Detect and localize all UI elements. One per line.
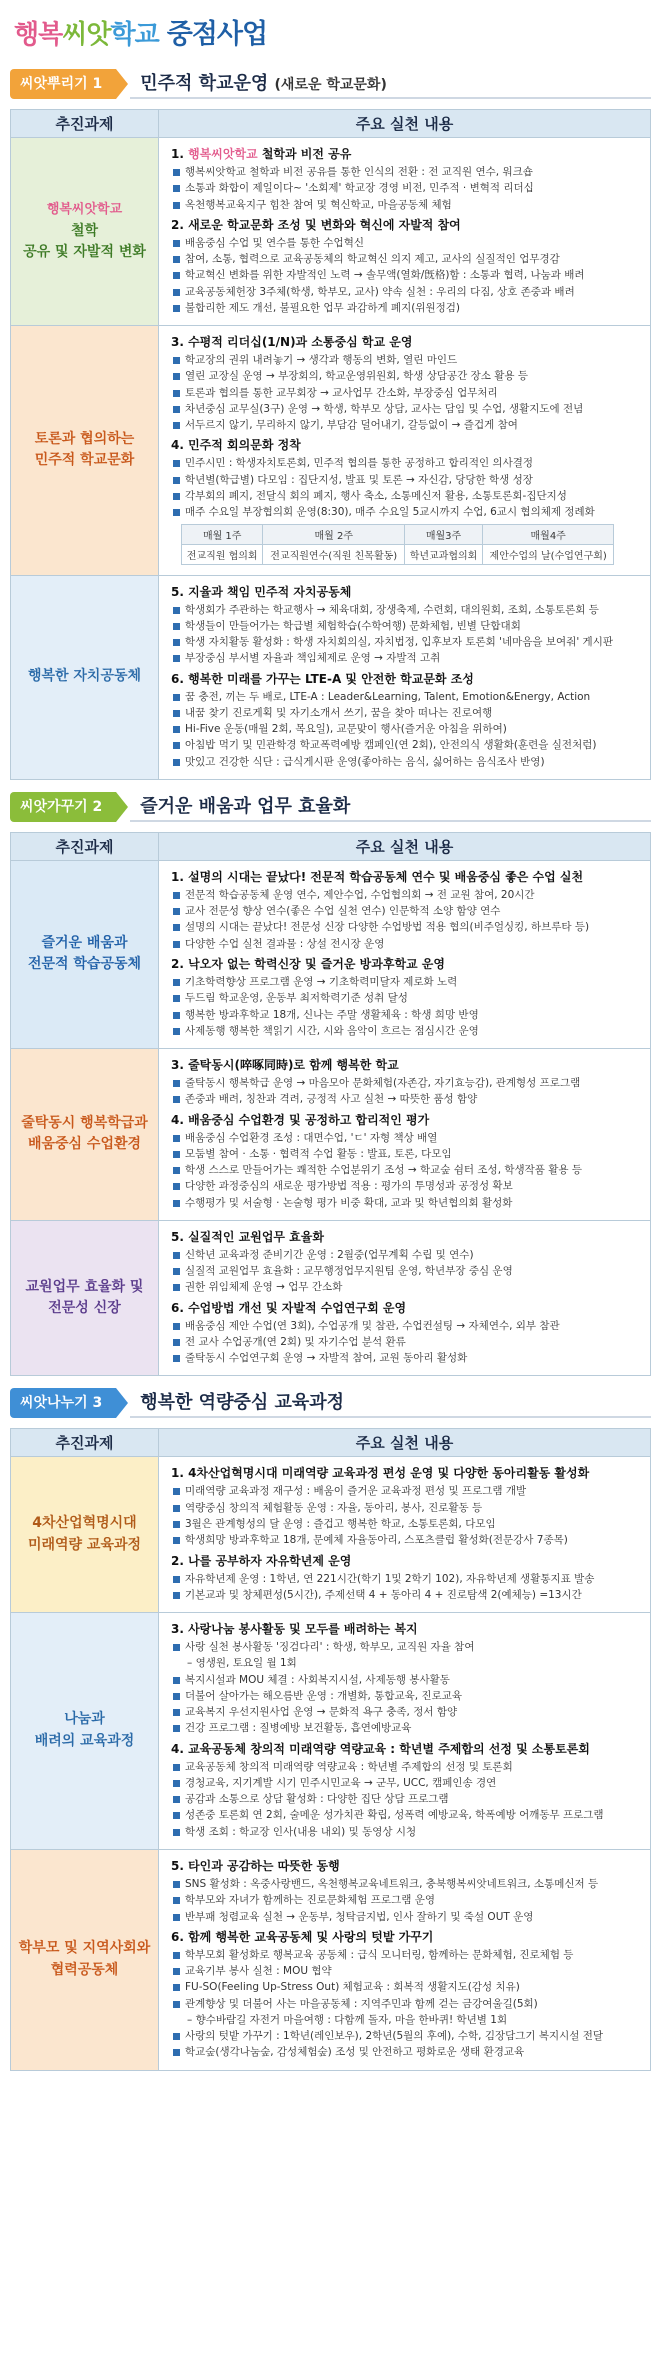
list-item: 반부패 청렴교육 실천 → 운동부, 청탁금지법, 인사 잘하기 및 죽설 OUT 운영 <box>171 1909 642 1925</box>
schedule-item: 전교직원 협의회 <box>182 544 263 564</box>
school-wordmark: 행복씨앗학교 <box>46 202 123 218</box>
list-item: 학교숲(생각나눔숲, 감성체험숲) 조성 및 안전하고 평화로운 생태 환경교육 <box>171 2044 642 2060</box>
list-item: 교육공동체헌장 3주체(학생, 학부모, 교사) 약속 실천 : 우리의 다짐, 상호 존중과 배려 <box>171 284 642 300</box>
practice-list <box>171 352 642 433</box>
list-item: 학교장의 권위 내려놓기 → 생각과 행동의 변화, 열린 마인드 <box>171 352 642 368</box>
practice-list <box>171 974 642 1039</box>
practice-cell <box>159 1457 651 1613</box>
practice-list <box>171 1075 642 1108</box>
meeting-schedule-table <box>181 524 614 565</box>
table-row <box>11 1220 651 1376</box>
list-subitem: – 영생원, 토요일 월 1회 <box>187 1657 297 1670</box>
practice-list <box>171 887 642 952</box>
practice-title: 6. 함께 행복한 교육공동체 및 사랑의 텃밭 가꾸기 <box>171 1929 434 1944</box>
list-item: 미래역량 교육과정 재구성 : 배움이 즐거운 교육과정 편성 및 프로그램 개발 <box>171 1483 642 1499</box>
practice-cell <box>159 1049 651 1221</box>
practice-list <box>171 164 642 213</box>
task-cell: 학부모 및 지역사회와 협력공동체 <box>11 1850 159 2071</box>
section-3-header <box>10 1386 651 1420</box>
section-1-title <box>130 69 651 99</box>
task-cell: 행복한 자치공동체 <box>11 575 159 779</box>
list-item: 학생회가 주관하는 학교행사 → 체육대회, 장생축제, 수련회, 대의원회, 조회, 소통토론회 등 <box>171 602 642 618</box>
list-item: 권한 위임체제 운영 → 업무 간소화 <box>171 1279 642 1295</box>
task-column-header: 추진과제 <box>11 1429 159 1457</box>
task-cell <box>11 138 159 326</box>
section-1-tag-text: 씨앗뿌리기 1 <box>20 76 103 92</box>
section-2-tag <box>10 792 116 822</box>
section-2-header <box>10 790 651 824</box>
table-row <box>11 1049 651 1221</box>
practice-title: 3. 수평적 리더십(1/N)과 소통중심 학교 운영 <box>171 335 413 350</box>
schedule-item: 제안수업의 날(수업연구회) <box>483 544 614 564</box>
list-item: 성존중 토론회 연 2회, 술메운 성가치관 확립, 성폭력 예방교육, 학폭예방 어깨동무 프로그램 <box>171 1807 642 1823</box>
list-item: 배움중심 수업환경 조성 : 대면수업, 'ㄷ' 자형 책상 배열 <box>171 1130 642 1146</box>
list-item: 전문적 학습공동체 운영 연수, 제안수업, 수업협의회 → 전 교원 참여, 20시간 <box>171 887 642 903</box>
practice-cell <box>159 138 651 326</box>
section-1-table <box>10 109 651 780</box>
section-3-title: 행복한 역량중심 교육과정 <box>130 1388 651 1418</box>
list-item: 기본교과 및 창체편성(5시간), 주제선택 4 + 동아리 4 + 진로탐색 2(예체능) =13시간 <box>171 1587 642 1603</box>
brand-logo <box>14 14 159 51</box>
practice-cell <box>159 1220 651 1376</box>
practice-list <box>171 1759 642 1840</box>
list-item: 교육기부 봉사 실천 : MOU 협약 <box>171 1963 642 1979</box>
list-item: 학년별(학급별) 다모임 : 집단지성, 발표 및 토론 → 자신감, 당당한 학생 성장 <box>171 472 642 488</box>
list-item: 전 교사 수업공개(연 2회) 및 자기수업 분석 환류 <box>171 1334 642 1350</box>
list-item: 교육복지 우선지원사업 운영 → 문화적 욕구 충족, 정서 함양 <box>171 1704 642 1720</box>
list-item: 두드림 학교운영, 운동부 최저학력기준 성취 달성 <box>171 990 642 1006</box>
list-item: 줄탁동시 수업연구회 운영 → 자발적 참여, 교원 동아리 활성화 <box>171 1350 642 1366</box>
practice-list <box>171 1247 642 1296</box>
practice-cell <box>159 1850 651 2071</box>
list-item: 참여, 소통, 협력으로 교육공동체의 학교혁신 의지 제고, 교사의 실질적인 업무경감 <box>171 251 642 267</box>
list-item: 줄탁동시 행복학급 운영 → 마음모아 문화체험(자존감, 자기효능감), 관계형성 프로그램 <box>171 1075 642 1091</box>
practice-list <box>171 1639 642 1737</box>
list-item: 토론과 협의를 통한 교무회장 → 교사업무 간소화, 부장중심 업무처리 <box>171 385 642 401</box>
list-item: 학생 자치활동 활성화 : 학생 자치회의실, 자치법정, 입후보자 토론회 '네마음을 보여줘' 게시판 <box>171 634 642 650</box>
list-item: 꿈 충전, 끼는 두 배로, LTE-A : Leader&Learning, Talent, Emotion&Energy, Action <box>171 689 642 705</box>
list-item: 각부회의 폐지, 전달식 회의 폐지, 행사 축소, 소통메신저 활용, 소통토론회-집단지성 <box>171 488 642 504</box>
task-cell: 교원업무 효율화 및 전문성 신장 <box>11 1220 159 1376</box>
page-header <box>10 8 651 61</box>
list-item: 기초학력향상 프로그램 운영 → 기초학력미달자 제로화 노력 <box>171 974 642 990</box>
list-item: 수행평가 및 서술형 · 논술형 평가 비중 확대, 교과 및 학년협의회 활성화 <box>171 1195 642 1211</box>
task-column-header: 추진과제 <box>11 110 159 138</box>
list-item: 존중과 배려, 칭찬과 격려, 긍정적 사고 실천 → 따뜻한 품성 함양 <box>171 1091 642 1107</box>
practice-title: 5. 지율과 책임 민주적 자치공동체 <box>171 584 352 599</box>
section-1-tag <box>10 69 116 99</box>
list-item: 학생들이 만들어가는 학급별 체험학습(수학여행) 문화체험, 빈별 단합대회 <box>171 618 642 634</box>
section-2-tag-text: 씨앗가꾸기 2 <box>20 798 103 815</box>
list-item: 학부모와 자녀가 함께하는 진로문화체험 프로그램 운영 <box>171 1892 642 1908</box>
list-item: 더불어 살아가는 해오름반 운영 : 개별화, 통합교육, 진로교육 <box>171 1688 642 1704</box>
table-row <box>11 575 651 779</box>
practice-list <box>171 689 642 770</box>
practice-title: 2. 나를 공부하자 자유학년제 운영 <box>171 1553 352 1568</box>
practice-title: 4. 교육공동체 창의적 미래역량 역량교육 : 학년별 주제합의 선정 및 소통토론회 <box>171 1741 590 1756</box>
list-item: SNS 활성화 : 옥중사랑밴드, 옥천행복교육네트워크, 충북행복씨앗네트워크, 소통메신저 등 <box>171 1876 642 1892</box>
practice-title: 3. 줄탁동시(啐啄同時)로 함께 행복한 학교 <box>171 1058 399 1073</box>
practice-title: 6. 수업방법 개선 및 자발적 수업연구회 운영 <box>171 1300 407 1315</box>
list-item: 공감과 소통으로 상담 활성화 : 다양한 집단 상담 프로그램 <box>171 1791 642 1807</box>
practice-title: 5. 실질적인 교원업무 효율화 <box>171 1229 324 1244</box>
schedule-month: 매월3주 <box>405 524 483 544</box>
table-row <box>11 1613 651 1850</box>
task-column-header: 추진과제 <box>11 832 159 860</box>
practice-cell <box>159 575 651 779</box>
list-item: 다양한 과정중심의 새로운 평가방법 적용 : 평가의 투명성과 공정성 확보 <box>171 1178 642 1194</box>
list-item: 학교혁신 변화를 위한 자발적인 노력 → 솔무액(열화/旣格)함 : 소통과 협력, 나눔과 배려 <box>171 267 642 283</box>
list-item: 행복씨앗학교 철학과 비전 공유를 통한 인식의 전환 : 전 교직원 연수, 워크숍 <box>171 164 642 180</box>
section-1-header <box>10 67 651 101</box>
list-item: 부장중심 부서별 자율과 책임체제로 운영 → 자발적 고취 <box>171 650 642 666</box>
practice-list <box>171 1571 642 1604</box>
practice-column-header: 주요 실천 내용 <box>159 110 651 138</box>
schedule-month: 매월 2주 <box>263 524 405 544</box>
practice-list <box>171 1876 642 1925</box>
section-3-table <box>10 1428 651 2070</box>
brand-part-1: 행복 <box>14 20 63 50</box>
table-row <box>11 1850 651 2071</box>
section-2-table <box>10 832 651 1377</box>
list-item: 관계향상 및 더불어 사는 마을공동체 : 지역주민과 함께 걷는 금강여울길(5회) <box>171 1996 642 2012</box>
section-1-subtitle: (새로운 학교문화) <box>274 77 387 93</box>
practice-list <box>171 235 642 316</box>
list-item: 학부모회 활성화로 행복교육 공동체 : 급식 모니터링, 함께하는 문화체험, 진로체험 등 <box>171 1947 642 1963</box>
list-item: 행복한 방과후학교 18개, 신나는 주말 생활체육 : 학생 희망 반영 <box>171 1007 642 1023</box>
schedule-item: 전교직원연수(직원 친목활동) <box>263 544 405 564</box>
practice-cell <box>159 326 651 575</box>
list-item: FU-SO(Feeling Up-Stress Out) 체험교육 : 회복적 생활지도(감성 치유) <box>171 1979 642 1995</box>
task-cell: 토론과 협의하는 민주적 학교문화 <box>11 326 159 575</box>
section-3-tag <box>10 1388 116 1418</box>
list-item: 차년중심 교무실(3구) 운영 → 학생, 학부모 상담, 교사는 담임 및 수업, 생활지도에 전념 <box>171 401 642 417</box>
practice-cell <box>159 1613 651 1850</box>
section-3-tag-text: 씨앗나누기 3 <box>20 1395 103 1412</box>
practice-title: 6. 행복한 미래를 가꾸는 LTE-A 및 안전한 학교문화 조성 <box>171 671 474 686</box>
list-item: 건강 프로그램 : 질병예방 보건활동, 흡연예방교육 <box>171 1720 642 1736</box>
list-item: 신학년 교육과정 준비기간 운영 : 2월중(업무계획 수립 및 연수) <box>171 1247 642 1263</box>
schedule-month: 매월4주 <box>483 524 614 544</box>
list-item: 실질적 교원업무 효율화 : 교무행정업무지원팀 운영, 학년부장 중심 운영 <box>171 1263 642 1279</box>
list-item: 3월은 관계형성의 달 운영 : 즐겁고 행복한 학교, 소통토론회, 다모임 <box>171 1516 642 1532</box>
table-row <box>11 860 651 1048</box>
list-item: 학생희망 방과후학교 18개, 문예체 자율동아리, 스포츠클럽 활성화(전문강사 7종목) <box>171 1532 642 1548</box>
list-item: 불합리한 제도 개선, 불필요한 업무 과감하게 폐지(위원정검) <box>171 300 642 316</box>
list-item: 열린 교장실 운영 → 부장회의, 학교운영위원회, 학생 상담공간 장소 활용 등 <box>171 368 642 384</box>
list-item: 맛있고 건강한 식단 : 급식게시판 운영(좋아하는 음식, 싫어하는 음식조사 반영) <box>171 754 642 770</box>
list-item: 사제동행 행복한 책읽기 시간, 시와 음악이 흐르는 점심시간 운영 <box>171 1023 642 1039</box>
practice-list <box>171 455 642 520</box>
list-item: 내꿈 찾기 진로게획 및 자기소개서 쓰기, 꿈을 찾아 떠나는 진로여행 <box>171 705 642 721</box>
list-item: 서두르지 않기, 무리하지 않기, 부담감 덜어내기, 갈등없이 → 즐겁게 참여 <box>171 417 642 433</box>
practice-column-header: 주요 실천 내용 <box>159 1429 651 1457</box>
practice-title: 4. 민주적 회의문화 정착 <box>171 438 301 453</box>
practice-title: 3. 사랑나눔 봉사활동 및 모두를 배려하는 복지 <box>171 1622 418 1637</box>
practice-title-text: 철학과 비전 공유 <box>261 147 352 161</box>
practice-cell <box>159 860 651 1048</box>
task-cell: 4차산업혁명시대 미래역량 교육과정 <box>11 1457 159 1613</box>
list-item: 사랑의 텃밭 가꾸기 : 1학년(레인보우), 2학년(5월의 후예), 수학, 김장담그기 복지시설 전달 <box>171 2028 642 2044</box>
practice-list <box>171 1130 642 1211</box>
list-item: 자유학년제 운영 : 1학년, 연 221시간(학기 1및 2학기 102), 자유학년제 생활통지표 발송 <box>171 1571 642 1587</box>
practice-title: 1. 설명의 시대는 끝났다! 전문적 학습공동체 연수 및 배움중심 좋은 수업 실천 <box>171 869 584 884</box>
list-item: 아침밥 먹기 및 민관학경 학교폭력예방 캠페인(연 2회), 안전의식 생활화(훈련을 실전처럼) <box>171 737 642 753</box>
list-item: 교사 전문성 향상 연수(좋은 수업 실천 연수) 인문학적 소양 함양 연수 <box>171 903 642 919</box>
school-wordmark-inline: 행복씨앗학교 <box>188 147 258 161</box>
list-item: 소통과 화합이 제일이다~ '소회제' 학교장 경영 비전, 민주적 · 변혁적 리더십 <box>171 180 642 196</box>
task-cell: 줄탁동시 행복학급과 배움중심 수업환경 <box>11 1049 159 1221</box>
list-item: 학생 스스로 만들어가는 쾌적한 수업분위기 조성 → 학교숲 쉼터 조성, 학생작품 활용 등 <box>171 1162 642 1178</box>
list-item: 설명의 시대는 끝났다! 전문성 신장 다양한 수업방법 적용 협의(비주얼싱킹, 하브루타 등) <box>171 919 642 935</box>
list-item: 옥천행복교육지구 힘찬 참여 및 혁신학교, 마을공동체 체험 <box>171 197 642 213</box>
table-row <box>11 138 651 326</box>
practice-list <box>171 1318 642 1367</box>
practice-title: 2. 새로운 학교문화 조성 및 변화와 혁신에 자발적 참여 <box>171 217 461 232</box>
practice-title: 4. 배움중심 수업환경 및 공정하고 합리적인 평가 <box>171 1112 430 1127</box>
table-row <box>11 326 651 575</box>
section-2-title: 즐거운 배움과 업무 효율화 <box>130 792 651 822</box>
schedule-item: 학년교과협의회 <box>405 544 483 564</box>
practice-title: 1. 4차산업혁명시대 미래역량 교육과정 편성 운영 및 다양한 동아리활동 활성화 <box>171 1466 590 1481</box>
task-cell: 나눔과 배려의 교육과정 <box>11 1613 159 1850</box>
list-item: 복지시설과 MOU 체결 : 사회복지시설, 사제동행 봉사활동 <box>171 1672 642 1688</box>
practice-title: 1. 행복씨앗학교 철학과 비전 공유 <box>171 147 352 161</box>
practice-title: 2. 낙오자 없는 학력신장 및 즐거운 방과후학교 운영 <box>171 956 445 971</box>
practice-title: 5. 타인과 공감하는 따뜻한 동행 <box>171 1859 340 1873</box>
page-title: 중점사업 <box>166 19 268 50</box>
list-subitem: – 향수바람길 자전거 마을여행 : 다함께 돌자, 마을 한바퀴! 학년별 1회 <box>187 2013 508 2026</box>
practice-column-header: 주요 실천 내용 <box>159 832 651 860</box>
list-item: 배움중심 제안 수업(연 3회), 수업공개 및 참관, 수업컨설팅 → 자체연수, 외부 참관 <box>171 1318 642 1334</box>
list-item: 역량중심 창의적 체험활동 운영 : 자율, 동아리, 봉사, 진로활동 등 <box>171 1500 642 1516</box>
brand-part-3: 학교 <box>110 20 159 50</box>
list-item: 학생 조회 : 학교장 인사(내용 내외) 및 동영상 시청 <box>171 1824 642 1840</box>
task-cell: 즐거운 배움과 전문적 학습공동체 <box>11 860 159 1048</box>
list-item: 배움중심 수업 및 연수를 통한 수업혁신 <box>171 235 642 251</box>
list-item: 경청교육, 지기계발 시기 민주시민교육 → 군무, UCC, 캠페인송 경연 <box>171 1775 642 1791</box>
practice-list <box>171 1947 642 2061</box>
list-item: 매주 수요일 부장협의회 운영(8:30), 매주 수요일 5교시까지 수업, 6교시 협의체제 정례화 <box>171 504 642 520</box>
list-item: 교육공동체 창의적 미래역량 역량교육 : 학년별 주제합의 선정 및 토론회 <box>171 1759 642 1775</box>
list-item: 모둠별 참여 · 소통 · 협력적 수업 활동 : 발표, 토론, 다모임 <box>171 1146 642 1162</box>
section-1-title-text: 민주적 학교운영 <box>140 73 269 94</box>
task-label: 철학 공유 및 자발적 변화 <box>23 222 146 261</box>
schedule-month: 매월 1주 <box>182 524 263 544</box>
list-item: 민주시민 : 학생자치토론회, 민주적 협의를 통한 공정하고 합리적인 의사결정 <box>171 455 642 471</box>
table-row <box>11 1457 651 1613</box>
brand-part-2: 씨앗 <box>62 20 111 50</box>
practice-list <box>171 1483 642 1548</box>
list-item: 사랑 실천 봉사활동 '징검다리' : 학생, 학부모, 교직원 자율 참여 <box>171 1639 642 1655</box>
practice-list <box>171 602 642 667</box>
list-item: Hi-Five 운동(매월 2회, 목요일), 교문맞이 행사(즐거운 아침을 위하여) <box>171 721 642 737</box>
list-item: 다양한 수업 실천 결과물 : 상설 전시장 운영 <box>171 936 642 952</box>
